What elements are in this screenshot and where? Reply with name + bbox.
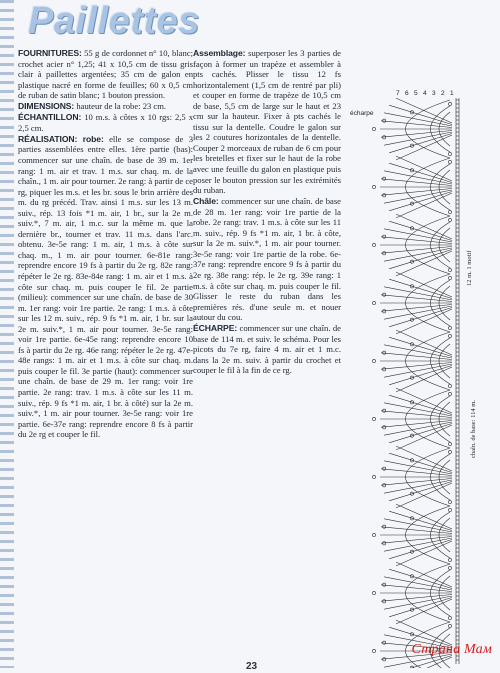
chale-heading: Châle: — [193, 196, 219, 207]
picot — [448, 160, 451, 163]
fan-stitch — [389, 569, 452, 588]
left-column — [18, 48, 193, 440]
picot — [383, 525, 386, 528]
crochet-diagram — [348, 90, 482, 668]
picot — [448, 392, 451, 395]
fournitures-heading: FOURNITURES: — [18, 48, 82, 58]
fan-stitch — [389, 163, 452, 182]
row-number: 1 — [450, 90, 454, 97]
picot — [372, 591, 375, 594]
echantillon-para — [18, 112, 193, 133]
picot — [383, 542, 386, 545]
fan-stitch — [389, 134, 452, 153]
picot — [448, 508, 451, 511]
picot — [448, 326, 451, 329]
fan-stitch — [389, 279, 452, 298]
fan-stitch — [389, 482, 452, 501]
dimensions-text: hauteur de la robe: 23 cm. — [76, 101, 167, 112]
picot — [448, 500, 451, 503]
picot — [448, 450, 451, 453]
picot — [448, 268, 451, 271]
dimensions-para — [18, 101, 193, 112]
row-number: 4 — [423, 90, 427, 97]
picot — [448, 624, 451, 627]
middle-column — [193, 48, 341, 376]
picot — [383, 641, 386, 644]
watermark: Страна Мам — [411, 642, 492, 657]
picot — [372, 185, 375, 188]
fan-stitch — [389, 105, 452, 124]
binding-edge — [0, 0, 14, 668]
picot — [448, 102, 451, 105]
picot — [383, 583, 386, 586]
dimensions-heading: DIMENSIONS: — [18, 101, 75, 112]
picot — [383, 235, 386, 238]
picot — [448, 152, 451, 155]
picot — [448, 616, 451, 619]
fan-stitch — [396, 657, 452, 668]
picot — [383, 119, 386, 122]
row-number: 5 — [414, 90, 418, 97]
page-number: 23 — [246, 661, 258, 672]
assemblage-heading: Assemblage: — [193, 48, 246, 58]
fan-stitch — [389, 598, 452, 617]
echarpe-text: commencer sur une chaîn. de base de 114 m. et suiv. le schéma. Pour les picots du 7e rg, faire 4 m. air et 1 m.c. dans la 2e m. suiv. à partir du crochet et couper le fil à la fin de ce rg. — [193, 323, 341, 376]
realisation-heading: RÉALISATION: robe: — [18, 133, 104, 144]
fan-stitch — [389, 366, 452, 385]
picot — [383, 368, 386, 371]
row-number: 2 — [441, 90, 445, 97]
picot — [448, 276, 451, 279]
picot — [448, 384, 451, 387]
picot — [383, 467, 386, 470]
fan-stitch — [389, 511, 452, 530]
picot — [448, 334, 451, 337]
picot — [372, 127, 375, 130]
picot — [372, 649, 375, 652]
fan-stitch — [389, 395, 452, 414]
picot — [448, 566, 451, 569]
echarpe-heading: ÉCHARPE: — [193, 323, 238, 334]
picot — [383, 484, 386, 487]
picot — [372, 417, 375, 420]
echarpe-para — [193, 323, 341, 376]
picot — [448, 442, 451, 445]
diagram-label-echarpe: écharpe — [350, 110, 374, 117]
realisation-para — [18, 134, 193, 440]
page-title: Paillettes — [28, 0, 200, 42]
picot — [383, 310, 386, 313]
row-number: 3 — [432, 90, 436, 97]
row-number: 6 — [405, 90, 409, 97]
picot — [448, 558, 451, 561]
picot — [372, 301, 375, 304]
picot — [383, 600, 386, 603]
picot — [448, 218, 451, 221]
picot — [383, 136, 386, 139]
chale-text: commencer sur une chaîn. de base de 28 m. 1er rang: voir 1re partie de la robe. 2e rang: trav. 1 m.s. à côte sur les 11 m. suiv., rép. 9 fs *1 m. air, 1 br. à côte, sur la 2e m. suiv.*, 1 m. air pour tourner. 3e-5e rang: voir 1re partie de la robe. 6e-37e rang: reprendre encore 9 fs à partir du 2e rg. 38e rang: rép. le 2e rg. 39e rang: 1 m.s. à côte sur chaq. m. puis couper le fil. Glisser le reste du ruban dans les premières rés. d'une seule m. et nouer autour du cou. — [193, 196, 341, 323]
picot — [383, 426, 386, 429]
chale-para — [193, 196, 341, 323]
echantillon-text: 10 m.s. à côtes x 10 rgs: 2,5 x 2,5 cm. — [18, 112, 193, 133]
fan-stitch — [389, 250, 452, 269]
fan-stitch — [389, 221, 452, 240]
fournitures-para — [18, 48, 193, 101]
picot — [372, 533, 375, 536]
picot — [372, 359, 375, 362]
fan-stitch — [389, 540, 452, 559]
picot — [383, 177, 386, 180]
fan-stitch — [389, 308, 452, 327]
picot — [383, 658, 386, 661]
realisation-text: elle se compose de 3 parties assemblées entre elles. 1ère partie (bas): commencer sur une chaîn. de base de 39 m. 1er rang: 1 m. air et trav. 1 m.s. sur chaq. m. de la chaîn., 1 m. air pour tourner. 2e rang: à partir de ce rg, piquer les m.s. et les br. sous le brin arrière des m. du rg précéd. Trav. ainsi 1 m.s. sur les 13 m. suiv., rép. 13 fois *1 m. air, 1 br., sur la 2e m. suiv.*, 7 m. air, 1 m.c. sur la même m. que la dernière br., tourner et trav. 11 m.s. dans l'arc. obtenu. 3e-5e rang: 1 m. air, 1 m.s. à côte sur chaq. m., 1 m. air pour tourner. 6e-81e rang: reprendre encore 19 fs à partir du 2e rg. 82e rang: répéter le 2e rg. 83e-84e rang: 1 m. air et 1 m.s. à côte sur chaq. m. puis couper le fil. 2e partie (milieu): commencer sur une chaîn. de base de 30 m. 1er rang: voir 1re partie. 2e rang: 1 m.s. à côte sur les 12 m. suiv., rép. 9 fs *1 m. air, 1 br. sur la 2e m. suiv.*, 1 m. air pour tourner. 3e-5e rang: voir 1re partie. 6e-45e rang: reprendre encore 10 fs à partir du 2e rg. 46e rang: répéter le 2e rg. 47e-48e rangs: 1 m. air et 1 m.s. à côte sur chaq. m. puis couper le fil. 3e partie (haut): commencer sur une chaîn. de base de 29 m. 1er rang: voir 1re partie. 2e rang: trav. 1 m.s. à côte sur les 11 m. suiv., rép. 9 fs *1 m. air, 1 br. à côté) sur la 2e m. suiv.*, 1 m. air pour tourner. 3e-5e rang: voir 1re partie. 6e-37e rang: reprendre encore 8 fs à partir du 2e rg et couper le fil. — [18, 133, 193, 440]
fournitures-text: 55 g de cordonnet n° 10, blanc; crochet acier n° 1,25; 41 x 10,5 cm de tissu gris clair à paillettes argentées; 35 cm de galon en plastique nacré en forme de feuilles; 60 x 0,5 cm de ruban de satin blanc; 1 bouton pression. — [18, 48, 194, 101]
fan-stitch — [389, 337, 452, 356]
crochet-chart-svg — [348, 90, 482, 668]
diagram-label-base: chaîn. de base: 114 m. — [470, 400, 477, 458]
echantillon-heading: ÉCHANTILLON: — [18, 112, 82, 123]
picot — [372, 243, 375, 246]
diagram-label-motif: 12 m. 1 motif — [466, 250, 473, 286]
fan-stitch — [389, 192, 452, 211]
picot — [383, 194, 386, 197]
picot — [448, 210, 451, 213]
picot — [383, 293, 386, 296]
assemblage-text: superposer les 3 parties de façon à former un trapèze et assembler à pts cachés. Plisser le tissu 12 fs horizontalement (1,5 cm de rentré par pli) et couper en forme de trapèze de 10,5 cm de base, 5,5 cm de large sur le haut et 23 cm sur la hauteur. Fixer à pts cachés le tissu sur la dentelle. Coudre le galon sur les 2 coutures horizontales de la dentelle. Couper 2 morceaux de ruban de 6 cm pour les bretelles et fixer sur le haut de la robe avec une feuille du galon en plastique puis poser le bouton pression sur les extrémités du ruban. — [193, 48, 341, 196]
picot — [383, 351, 386, 354]
picot — [383, 252, 386, 255]
fan-stitch — [389, 424, 452, 443]
picot — [372, 475, 375, 478]
fan-stitch — [389, 453, 452, 472]
row-number: 7 — [396, 90, 400, 97]
picot — [383, 409, 386, 412]
assemblage-para — [193, 48, 341, 196]
